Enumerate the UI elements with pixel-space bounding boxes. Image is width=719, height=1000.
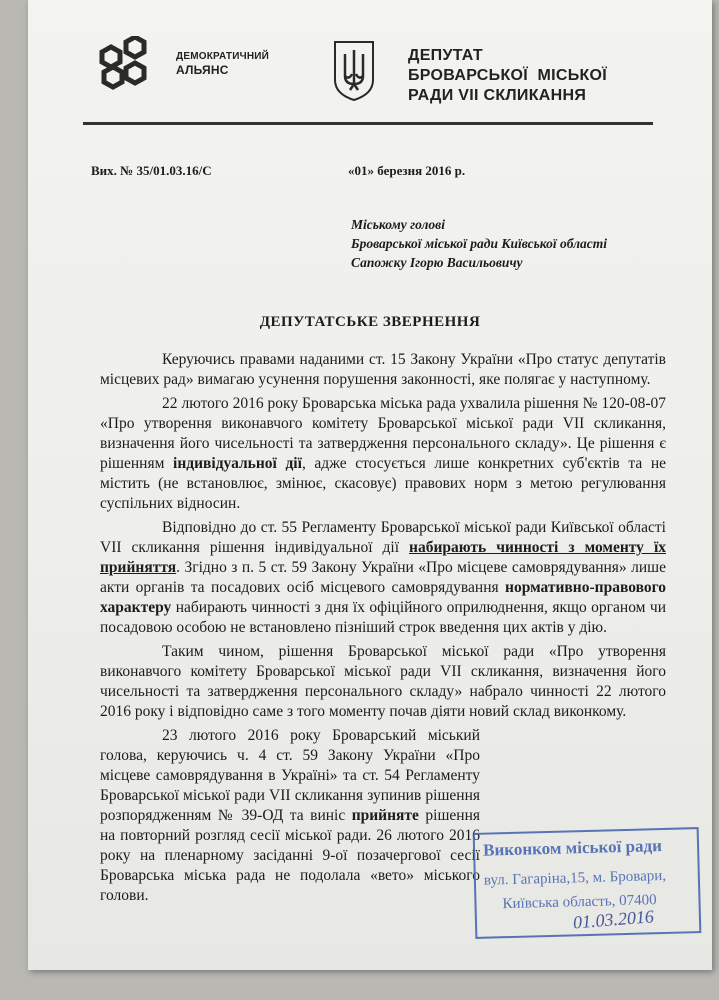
paragraph-5: 23 лютого 2016 року Броварський міський голова, керуючись ч. 4 ст. 59 Закону України «Про місцеве самоврядування в Україні» та ст. 54 Регламенту Броварської міської ради VII скликання зупинив рішення розпорядженням № 39-ОД та виніс прийняте рішення на повторний розгляд сесії міської ради. 26 лютого 2016 року на пленарному засіданні 9-ої позачергової сесії Броварська міська рада не подолала «вето» міського голови. <box>100 727 481 904</box>
paragraph-3: Відповідно до ст. 55 Регламенту Броварської міської ради Київської області VII скликання рішення індивідуальної дії набирають чинності з моменту їх прийняття. Згідно з п. 5 ст. 59 Закону України «Про місцеве самоврядування» лише акти органів та посадових осіб місцевого самоврядування нормативно-правового характеру набирають чинності з дня їх офіційного оприлюднення, якщо органом чи посадовою особою не встановлено пізніший строк введення цих актів у дію. <box>100 519 667 636</box>
logo-line1: ДЕМОКРАТИЧНИЙ <box>176 51 270 62</box>
deputy-line1: ДЕПУТАТ <box>408 47 483 64</box>
paragraph-4: Таким чином, рішення Броварської міської ради «Про утворення виконавчого комітету Броварської міської ради VII скликання, визначення його чисельності та затвердження персонального складу» набрало чинності 22 лютого 2016 року і відповідно саме з того моменту почав діяти новий склад виконкому. <box>100 643 666 720</box>
stamp-line1: Виконком міської ради <box>482 836 663 860</box>
deputy-line2: БРОВАРСЬКОЇ МІСЬКОЇ <box>408 67 608 84</box>
addressee-block <box>351 215 607 272</box>
outgoing-number: Вих. № 35/01.03.16/С <box>91 163 212 178</box>
document-page <box>28 0 712 970</box>
letter-date: «01» березня 2016 р. <box>348 163 466 178</box>
deputy-header <box>408 46 607 106</box>
democratic-alliance-logo <box>88 36 268 92</box>
document-title: ДЕПУТАТСЬКЕ ЗВЕРНЕННЯ <box>259 314 481 330</box>
paragraph-2: 22 лютого 2016 року Броварська міська рада ухвалила рішення № 120-08-07 «Про утворення виконавчого комітету Броварської міської ради VII скликання, визначення його чисельності та затвердження персонального складу». Це рішення є рішенням індивідуальної дії, адже стосується лише конкретних суб'єктів та не містить (не встановлює, змінює, скасовує) правових норм з метою регулювання суспільних відносин. <box>100 395 666 512</box>
stamp-line2: вул. Гагаріна,15, м. Бровари, <box>483 867 667 889</box>
addressee-line3: Сапожку Ігорю Васильовичу <box>351 255 523 270</box>
appeal-body <box>100 350 666 910</box>
stamp-handwritten-date: 01.03.2016 <box>572 906 655 933</box>
logo-line2: АЛЬЯНС <box>176 63 229 77</box>
hexagon-logo-icon <box>88 36 174 92</box>
paragraph-1: Керуючись правами наданими ст. 15 Закону України «Про статус депутатів місцевих рад» вимагаю усунення порушення законності, яке полягає у наступному. <box>100 351 666 388</box>
trident-emblem-icon <box>333 40 375 102</box>
addressee-line1: Міському голові <box>351 217 445 232</box>
registry-stamp <box>473 827 702 939</box>
stamp-line3: Київська область, 07400 <box>502 892 657 913</box>
header-divider <box>83 122 653 125</box>
addressee-line2: Броварської міської ради Київської області <box>351 236 608 251</box>
deputy-line3: РАДИ VII СКЛИКАННЯ <box>408 87 587 104</box>
